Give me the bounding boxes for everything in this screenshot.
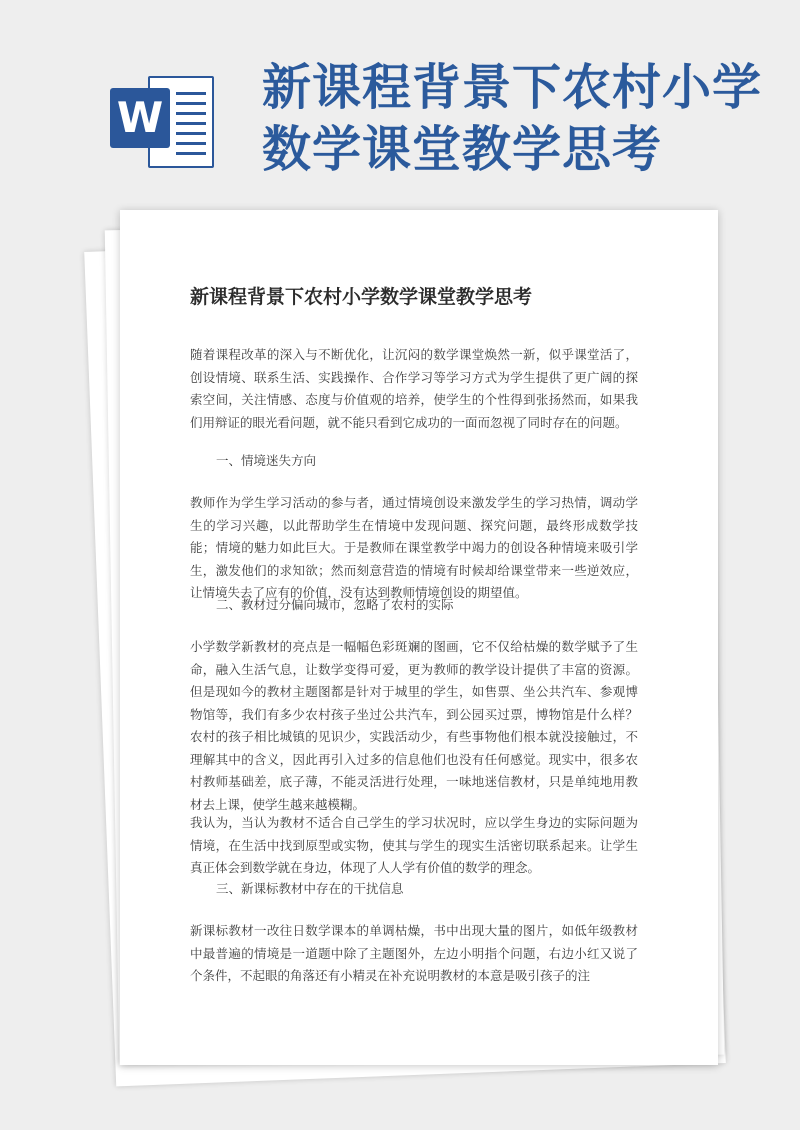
paragraph-opinion: 我认为，当认为教材不适合自己学生的学习状况时，应以学生身边的实际问题为情境，在生活中找到原型或实物，使其与学生的现实生活密切联系起来。让学生真正体会到数学就在身边，体现了人人学有价值的数学的理念。: [190, 815, 638, 875]
paragraph-situation: 教师作为学生学习活动的参与者，通过情境创设来激发学生的学习热情，调动学生的学习兴趣，以此帮助学生在情境中发现问题、探究问题，最终形成数学技能；情境的魅力如此巨大。于是教师在课堂教学中竭力的创设各种情境来吸引学生，激发他们的求知欲；然而刻意营造的情境有时候却给课堂带来一些逆效应，让情境失去了应有的价值，没有达到教师情境创设的期望值。: [190, 495, 638, 600]
word-document-icon: [110, 72, 218, 172]
section-heading-2: 二、教材过分偏向城市，忽略了农村的实际: [216, 597, 454, 612]
paragraph-interference: 新课标教材一改往日数学课本的单调枯燥，书中出现大量的图片，如低年级教材中最普遍的情境是一道题中除了主题图外，左边小明指个问题，右边小红又说了个条件，不起眼的角落还有小精灵在补充说明教材的本意是吸引孩子的注: [190, 923, 638, 983]
word-badge-letter: W: [110, 88, 170, 148]
section-heading-1: 一、情境迷失方向: [216, 453, 317, 468]
page-header: [0, 0, 800, 205]
document-title: 新课程背景下农村小学数学课堂教学思考: [190, 286, 533, 308]
header-title: 新课程背景下农村小学数学课堂教学思考: [262, 58, 763, 178]
document-page: [120, 210, 718, 1065]
paragraph-intro: 随着课程改革的深入与不断优化，让沉闷的数学课堂焕然一新，似乎课堂活了，创设情境、联系生活、实践操作、合作学习等学习方式为学生提供了更广阔的探索空间，关注情感、态度与价值观的培养，使学生的个性得到张扬然而，如果我们用辩证的眼光看问题，就不能只看到它成功的一面而忽视了同时存在的问题。: [190, 347, 638, 430]
paragraph-textbook: 小学数学新教材的亮点是一幅幅色彩斑斓的图画，它不仅给枯燥的数学赋予了生命，融入生活气息，让数学变得可爱，更为教师的教学设计提供了丰富的资源。但是现如今的教材主题图都是针对于城里的学生，如售票、坐公共汽车、参观博物馆等，我们有多少农村孩子坐过公共汽车，到公园买过票，博物馆是什么样？农村的孩子相比城镇的见识少，实践活动少，有些事物他们根本就没接触过，不理解其中的含义，因此再引入过多的信息他们也没有任何感觉。现实中，很多农村教师基础差，底子薄，不能灵活进行处理，一味地迷信教材，只是单纯地用教材去上课，使学生越来越模糊。: [190, 639, 638, 812]
section-heading-3: 三、新课标教材中存在的干扰信息: [216, 881, 404, 896]
